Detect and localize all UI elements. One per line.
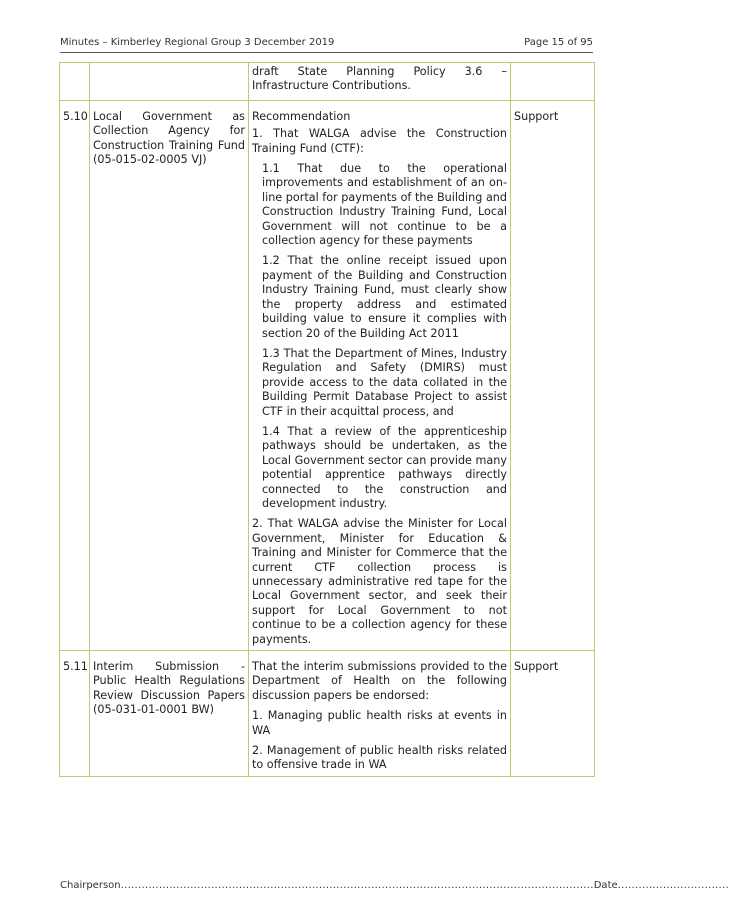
minutes-table (59, 62, 595, 777)
item-position-cell: Support (511, 651, 595, 777)
item-position-cell: Support (511, 100, 595, 650)
submission-intro: That the interim submissions provided to the Department of Health on the following discussion papers be endorsed: (252, 660, 507, 702)
item-subject: Local Government as Collection Agency for Construction Training Fund (05-015-02-0005 VJ) (93, 109, 245, 167)
item-number-cell: 5.10 (60, 100, 90, 650)
table-row (60, 63, 595, 101)
recommendation-point: 1.3 That the Department of Mines, Industry Regulation and Safety (DMIRS) must provide access to the data collated in the Building Permit Database Project to assist CTF in their acquittal process, and (262, 346, 507, 418)
chairperson-label: Chairperson (60, 880, 121, 891)
page-number: Page 15 of 95 (524, 37, 593, 48)
item-number-cell: 5.11 (60, 651, 90, 777)
item-subject-cell (90, 63, 249, 101)
item-position-cell (511, 63, 595, 101)
item-subject: Interim Submission - Public Health Regulations Review Discussion Papers (05-031-01-0001 BW) (93, 660, 245, 717)
item-text-cell (249, 651, 511, 777)
item-number-cell (60, 63, 90, 101)
page-footer (60, 880, 729, 891)
continued-text: draft State Planning Policy 3.6 – Infrastructure Contributions. (252, 65, 507, 93)
page-header (60, 37, 593, 53)
submission-item: 1. Managing public health risks at events in WA (252, 709, 507, 737)
recommendation-point: 1.2 That the online receipt issued upon payment of the Building and Construction Industry Training Fund, must clearly show the property address and estimated building value to ensure it complies with section 20 of the Building Act 2011 (262, 254, 507, 340)
date-line: ................................ (617, 880, 729, 891)
item-subject-cell (90, 651, 249, 777)
recommendation-heading: Recommendation (252, 109, 351, 123)
recommendation-second: 2. That WALGA advise the Minister for Local Government, Minister for Education & Training and Minister for Commerce that the current CTF collection process is unnecessary administrative red tape for the Local Government sector, and seek their support for Local Government to not continue to be a collection agency for these payments. (252, 517, 507, 646)
item-text-cell (249, 100, 511, 650)
recommendation-point: 1.1 That due to the operational improvements and establishment of an on-line portal for payments of the Building and Construction Industry Training Fund, Local Government will not continue to be a collection agency for these payments (262, 162, 507, 248)
item-text-cell (249, 63, 511, 101)
document-title: Minutes – Kimberley Regional Group 3 December 2019 (60, 37, 335, 48)
table-row (60, 100, 595, 650)
recommendation-intro: 1. That WALGA advise the Construction Training Fund (CTF): (252, 127, 507, 155)
item-subject-cell (90, 100, 249, 650)
submission-item: 2. Management of public health risks related to offensive trade in WA (252, 744, 507, 772)
table-row (60, 651, 595, 777)
date-label: Date (593, 880, 618, 891)
chairperson-signature-line: ........................................................................................................................................ (120, 880, 594, 891)
recommendation-point: 1.4 That a review of the apprenticeship pathways should be undertaken, as the Local Government sector can provide many potential apprentice pathways directly connected to the construction and development industry. (262, 424, 507, 510)
